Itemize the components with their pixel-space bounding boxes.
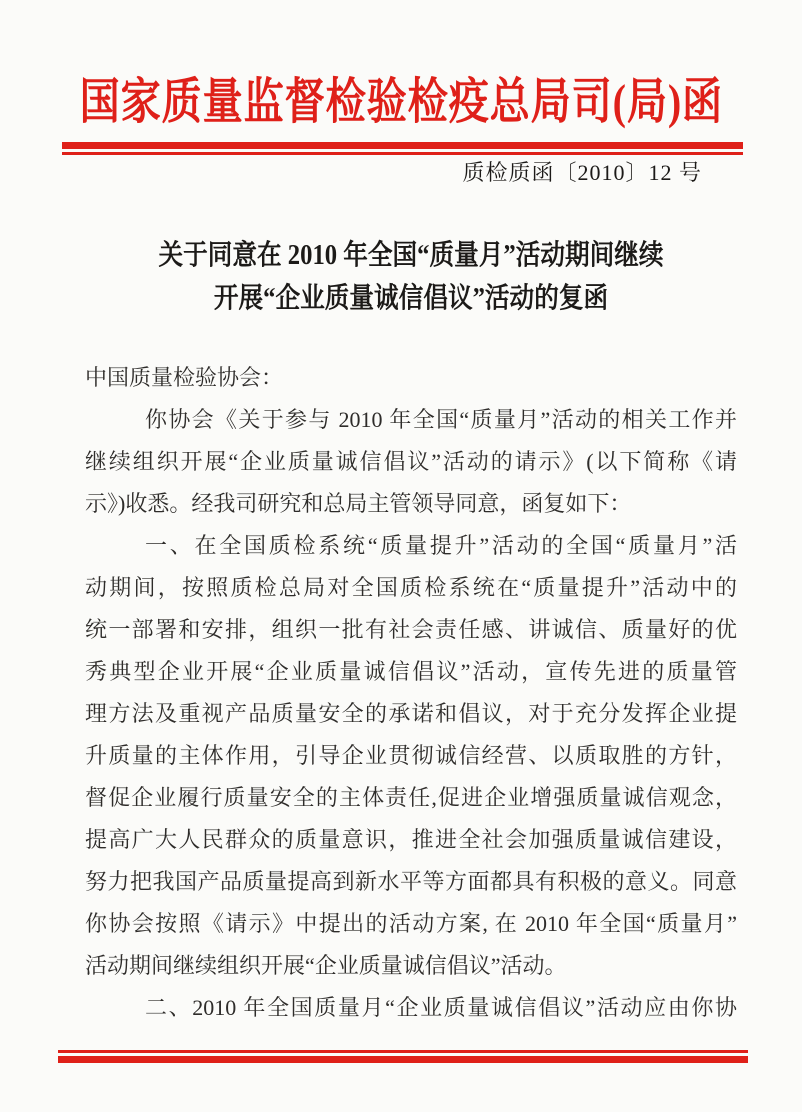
document-number: 质检质函〔2010〕12 号	[462, 160, 702, 185]
agency-letterhead-title	[0, 74, 802, 129]
body-line: 提高广大人民群众的质量意识，推进全社会加强质量诚信建设，	[85, 827, 737, 852]
body-line: 理方法及重视产品质量安全的承诺和倡议，对于充分发挥企业提	[85, 701, 737, 726]
body-line: 督促企业履行质量安全的主体责任,促进企业增强质量诚信观念，	[85, 785, 737, 810]
body-line: 二、2010 年全国质量月“企业质量诚信倡议”活动应由你协	[145, 995, 737, 1020]
body-line: 中国质量检验协会：	[85, 365, 284, 390]
body-line: 统一部署和安排，组织一批有社会责任感、讲诚信、质量好的优	[85, 617, 737, 642]
body-line: 努力把我国产品质量提高到新水平等方面都具有积极的意义。同意	[85, 869, 737, 894]
footer-rule-thin	[58, 1050, 748, 1053]
document-title	[85, 234, 737, 320]
body-line: 升质量的主体作用，引导企业贯彻诚信经营、以质取胜的方针，	[85, 743, 737, 768]
agency-letterhead-text: 国家质量监督检验检疫总局司(局)函	[79, 74, 723, 129]
body-line: 秀典型企业开展“企业质量诚信倡议”活动，宣传先进的质量管	[85, 659, 737, 684]
body-line: 你协会《关于参与 2010 年全国“质量月”活动的相关工作并	[145, 407, 737, 432]
body-line: 你协会按照《请示》中提出的活动方案, 在 2010 年全国“质量月”	[85, 911, 737, 936]
document-title-line-1: 关于同意在 2010 年全国“质量月”活动期间继续	[158, 240, 664, 271]
body-line: 示》)收悉。经我司研究和总局主管领导同意，函复如下：	[85, 491, 632, 516]
footer-rule-thick	[58, 1056, 748, 1063]
letter-body	[85, 357, 737, 1029]
header-rule-thin	[62, 152, 743, 155]
body-line: 一、在全国质检系统“质量提升”活动的全国“质量月”活	[145, 533, 737, 558]
body-line: 继续组织开展“企业质量诚信倡议”活动的请示》(以下简称《请	[85, 449, 737, 474]
header-rule-thick	[62, 142, 743, 149]
body-line: 动期间，按照质检总局对全国质检系统在“质量提升”活动中的	[85, 575, 737, 600]
body-line: 活动期间继续组织开展“企业质量诚信倡议”活动。	[85, 953, 567, 978]
document-title-line-2: 开展“企业质量诚信倡议”活动的复函	[213, 283, 609, 314]
